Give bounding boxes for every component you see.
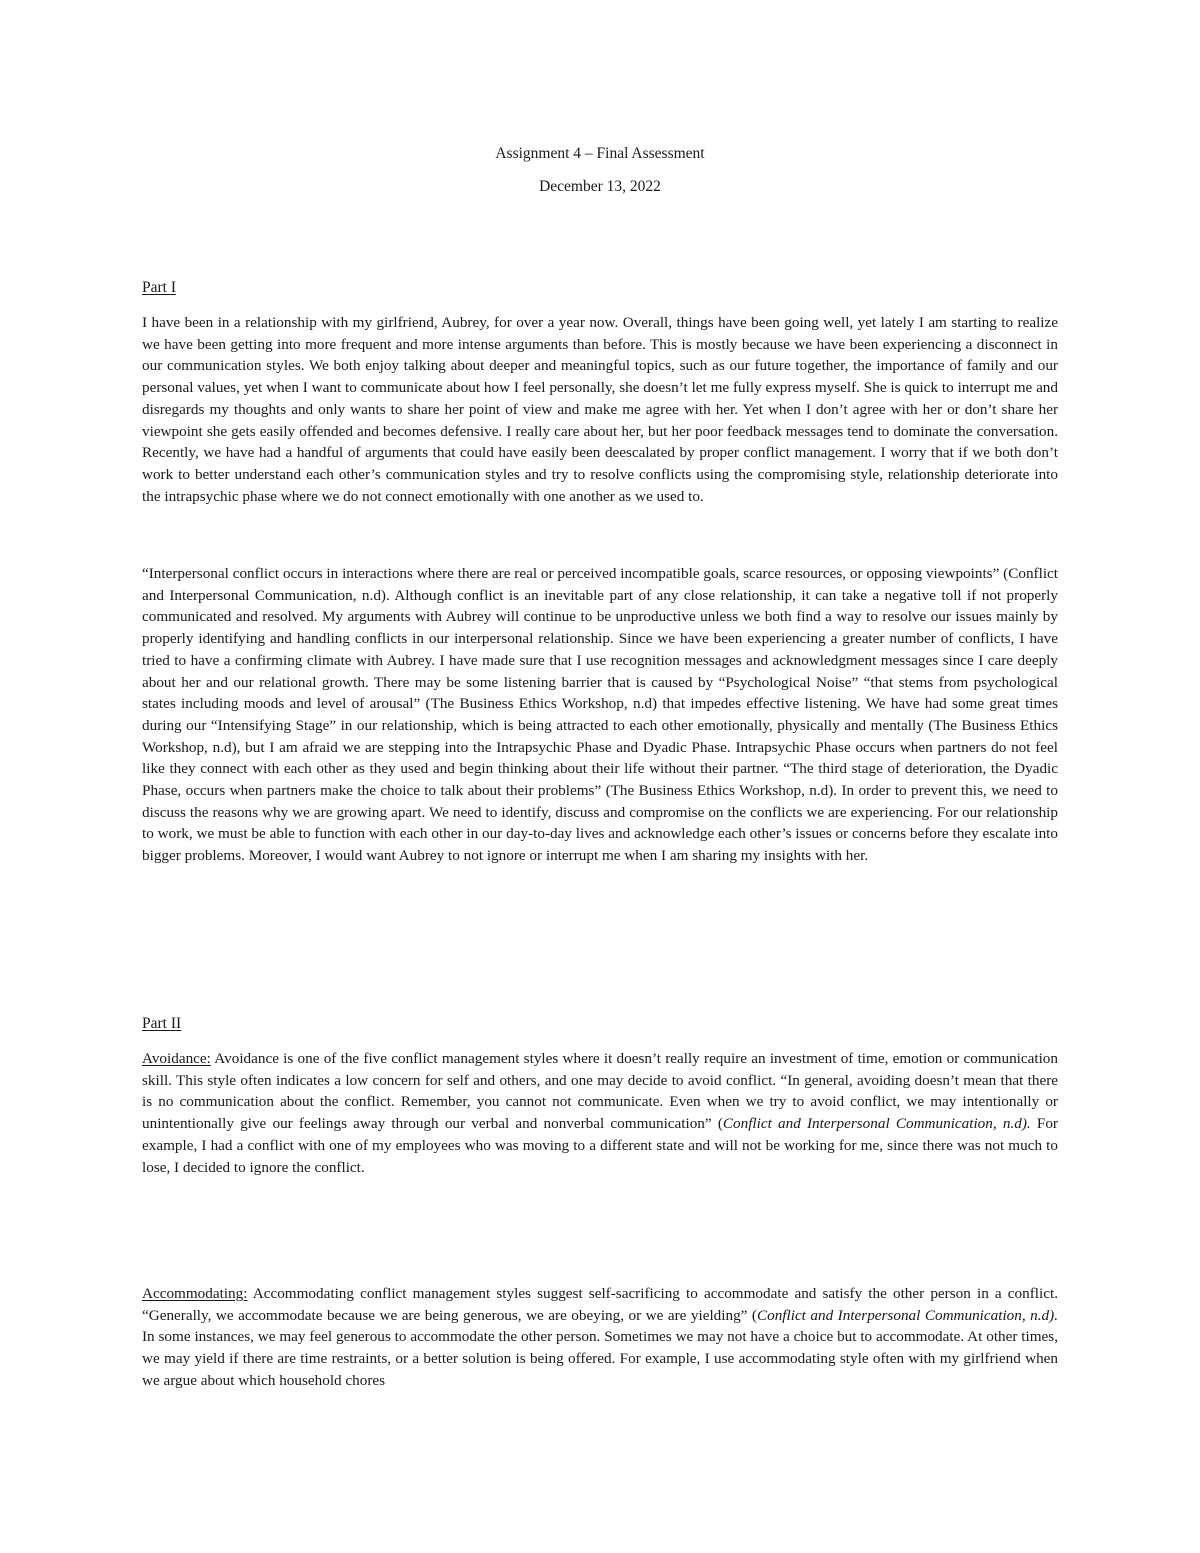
part-1-paragraph-2: “Interpersonal conflict occurs in interactions where there are real or perceived incompatible goals, scarce resources, or opposing viewpoints” (Conflict and Interpersonal Communication, n.d). Although conflict is an inevitable part of any close relationship, it can take a negative toll if not properly communicated and resolved. My arguments with Aubrey will continue to be unproductive unless we both find a way to resolve our issues mainly by properly identifying and handling conflicts in our interpersonal relationship. Since we have been experiencing a greater number of conflicts, I have tried to have a confirming climate with Aubrey. I have made sure that I use recognition messages and acknowledgment messages since I care deeply about her and our relational growth. There may be some listening barrier that is caused by “Psychological Noise” “that stems from psychological states including moods and level of arousal” (The Business Ethics Workshop, n.d) that impedes effective listening. We have had some great times during our “Intensifying Stage” in our relationship, which is being attracted to each other emotionally, physically and mentally (The Business Ethics Workshop, n.d), but I am afraid we are stepping into the Intrapsychic Phase and Dyadic Phase. Intrapsychic Phase occurs when partners do not feel like they connect with each other as they used and begin thinking about their life without their partner. “The third stage of deterioration, the Dyadic Phase, occurs when partners make the choice to talk about their problems” (The Business Ethics Workshop, n.d). In order to prevent this, we need to discuss the reasons why we are growing apart. We need to identify, discuss and compromise on the conflicts we are experiencing. For our relationship to work, we must be able to function with each other in our day-to-day lives and acknowledge each other’s issues or concerns before they escalate into bigger problems. Moreover, I would want Aubrey to not ignore or interrupt me when I am sharing my insights with her. — [142, 565, 1058, 865]
accommodating-term: Accommodating: — [142, 1285, 248, 1302]
part-2-heading: Part II — [142, 1015, 182, 1032]
part-1-paragraph-1: I have been in a relationship with my girlfriend, Aubrey, for over a year now. Overall, things have been going well, yet lately I am starting to realize we have been getting into more frequent and more intense arguments than before. This is mostly because we have been experiencing a disconnect in our communication styles. We both enjoy talking about deeper and meaningful topics, such as our future together, the importance of family and our personal values, yet when I want to communicate about how I feel personally, she doesn’t let me fully express myself. She is quick to interrupt me and disregards my thoughts and only wants to share her point of view and make me agree with her. Yet when I don’t agree with her or don’t share her viewpoint she gets easily offended and becomes defensive. I really care about her, but her poor feedback messages tend to dominate the conversation. Recently, we have had a handful of arguments that could have easily been deescalated by proper conflict management. I worry that if we both don’t work to better understand each other’s communication styles and try to resolve conflicts using the compromising style, relationship deteriorate into the intrapsychic phase where we do not connect emotionally with one another as we used to. — [142, 314, 1058, 505]
document-title: Assignment 4 – Final Assessment — [495, 145, 705, 162]
document-date: December 13, 2022 — [539, 178, 661, 195]
avoidance-citation: Conflict and Interpersonal Communication, n.d). — [722, 1115, 1031, 1133]
accommodating-paragraph — [142, 1283, 1058, 1392]
accommodating-citation: Conflict and Interpersonal Communication, n.d). — [756, 1306, 1058, 1324]
accommodating-text-after: In some instances, we may feel generous to accommodate the other person. Sometimes we may not have a choice but to accommodate. At other times, we may yield if there are time restraints, or a better solution is being offered. For example, I use accommodating style often with my girlfriend when we argue about which household chores — [142, 1328, 1058, 1389]
part-1-heading: Part I — [142, 279, 177, 296]
avoidance-text: Avoidance is one of the five conflict management styles where it doesn’t really require an investment of time, emotion or communication skill. This style often indicates a low concern for self and others, and one may decide to avoid conflict. “In general, avoiding doesn’t mean that there is no communication about the conflict. Remember, you cannot not communicate. Even when we try to avoid conflict, we may intentionally or unintentionally give our feelings away through our verbal and nonverbal communication” ( — [142, 1050, 1058, 1133]
avoidance-term: Avoidance: — [142, 1050, 211, 1067]
avoidance-text-after: For example, I had a conflict with one of my employees who was moving to a different state and will not be working for me, since there was not much to lose, I decided to ignore the conflict. — [142, 1115, 1058, 1176]
avoidance-paragraph — [142, 1048, 1058, 1178]
accommodating-text: Accommodating conflict management styles suggest self-sacrificing to accommodate and satisfy the other person in a conflict. “Generally, we accommodate because we are being generous, we are obeying, or we are yielding” ( — [142, 1285, 1058, 1324]
